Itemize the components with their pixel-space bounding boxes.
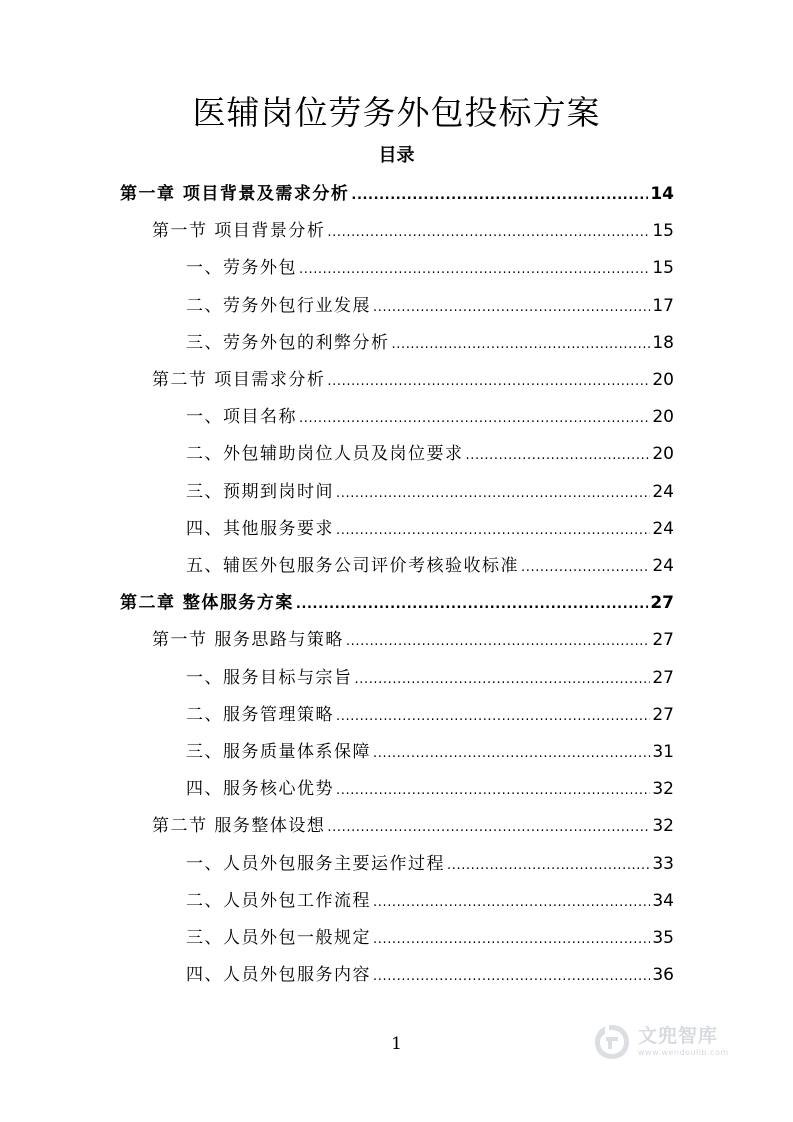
toc-entry[interactable] xyxy=(186,734,674,771)
toc-entry-page: 15 xyxy=(652,258,674,279)
toc-entry[interactable] xyxy=(186,399,674,436)
toc-leader-dots xyxy=(299,400,650,437)
watermark-url: www.wendoulib.com xyxy=(638,1048,729,1057)
toc-entry-page: 18 xyxy=(652,332,674,353)
toc-leader-dots xyxy=(373,921,650,958)
toc-entry-label: 三、劳务外包的利弊分析 xyxy=(186,332,390,353)
toc-entry[interactable] xyxy=(186,250,674,287)
toc-entry-label: 二、劳务外包行业发展 xyxy=(186,295,371,316)
toc-entry[interactable] xyxy=(152,808,674,845)
toc-entry[interactable] xyxy=(186,771,674,808)
toc-entry-page: 24 xyxy=(652,481,674,502)
toc-entry-label: 一、劳务外包 xyxy=(186,258,297,279)
toc-leader-dots xyxy=(373,958,650,995)
toc-entry-label: 三、人员外包一般规定 xyxy=(186,928,371,948)
toc-entry-label: 二、外包辅助岗位人员及岗位要求 xyxy=(186,444,464,465)
toc-entry-page: 24 xyxy=(652,556,674,576)
toc-entry[interactable] xyxy=(186,920,674,957)
toc-leader-dots xyxy=(351,177,648,214)
toc-entry-label: 第二节 项目需求分析 xyxy=(152,370,326,390)
watermark-logo-icon xyxy=(592,1022,632,1062)
toc-entry-label: 第一节 服务思路与策略 xyxy=(152,630,344,651)
toc-entry-page: 20 xyxy=(652,444,674,465)
toc-leader-dots xyxy=(327,214,650,251)
toc-entry-page: 32 xyxy=(652,779,674,800)
toc-entry-label: 一、项目名称 xyxy=(186,407,297,428)
toc-entry-page: 33 xyxy=(652,853,674,874)
toc-leader-dots xyxy=(299,251,650,288)
toc-entry-page: 15 xyxy=(652,221,674,242)
toc-leader-dots xyxy=(521,549,650,586)
toc-entry-label: 五、辅医外包服务公司评价考核验收标准 xyxy=(186,556,519,576)
toc-entry-label: 一、服务目标与宗旨 xyxy=(186,667,353,688)
toc-entry-label: 四、人员外包服务内容 xyxy=(186,965,371,986)
toc-entry-label: 第二章 整体服务方案 xyxy=(120,593,294,614)
toc-entry[interactable] xyxy=(152,622,674,659)
toc-leader-dots xyxy=(373,735,650,772)
toc-entry[interactable] xyxy=(152,213,674,250)
toc-entry[interactable] xyxy=(186,436,674,473)
toc-entry-page: 32 xyxy=(652,816,674,837)
toc-leader-dots xyxy=(336,698,650,735)
toc-leader-dots xyxy=(355,661,651,698)
toc-leader-dots xyxy=(336,475,650,512)
toc-heading: 目录 xyxy=(378,145,415,166)
toc-entry-label: 四、其他服务要求 xyxy=(186,518,334,539)
toc-leader-dots xyxy=(327,809,650,846)
toc-entry[interactable] xyxy=(186,288,674,325)
toc-entry-page: 27 xyxy=(652,704,674,725)
toc-entry[interactable] xyxy=(186,957,674,994)
watermark xyxy=(592,1022,729,1062)
toc-entry-page: 34 xyxy=(652,890,674,911)
toc-leader-dots xyxy=(373,884,650,921)
toc-leader-dots xyxy=(466,437,651,474)
toc-entry[interactable] xyxy=(120,585,674,622)
toc-entry-page: 20 xyxy=(652,370,674,390)
toc-entry[interactable] xyxy=(186,548,674,585)
toc-entry-page: 24 xyxy=(652,518,674,539)
toc-leader-dots xyxy=(336,512,650,549)
toc-entry-label: 二、人员外包工作流程 xyxy=(186,890,371,911)
toc-entry-page: 27 xyxy=(652,667,674,688)
toc-entry[interactable] xyxy=(186,474,674,511)
toc-entry-page: 36 xyxy=(652,965,674,986)
toc-leader-dots xyxy=(392,326,651,363)
toc-entry[interactable] xyxy=(120,176,674,213)
toc-leader-dots xyxy=(296,586,648,623)
toc-entry-label: 二、服务管理策略 xyxy=(186,704,334,725)
toc-entry[interactable] xyxy=(186,660,674,697)
watermark-brand: 文兜智库 xyxy=(638,1025,719,1047)
toc-entry[interactable] xyxy=(152,362,674,399)
toc-entry-page: 35 xyxy=(652,928,674,948)
toc-entry[interactable] xyxy=(186,511,674,548)
toc-leader-dots xyxy=(327,363,650,400)
toc-entry-page: 31 xyxy=(652,742,674,762)
toc-leader-dots xyxy=(346,623,650,660)
toc-leader-dots xyxy=(336,772,650,809)
toc-entry-page: 27 xyxy=(650,593,674,614)
toc-entry-page: 14 xyxy=(650,184,674,204)
toc-entry[interactable] xyxy=(186,325,674,362)
toc-entry-page: 17 xyxy=(652,295,674,316)
toc-entry[interactable] xyxy=(186,697,674,734)
toc-entry-label: 第二节 服务整体设想 xyxy=(152,816,326,837)
toc-entry-label: 三、服务质量体系保障 xyxy=(186,742,371,762)
toc-entry-label: 四、服务核心优势 xyxy=(186,779,334,800)
toc-entry-page: 27 xyxy=(652,630,674,651)
toc-entry[interactable] xyxy=(186,846,674,883)
page-number: 1 xyxy=(391,1034,402,1054)
toc-entry-label: 第一章 项目背景及需求分析 xyxy=(120,184,350,204)
document-title: 医辅岗位劳务外包投标方案 xyxy=(192,93,601,132)
toc-entry-label: 第一节 项目背景分析 xyxy=(152,221,326,242)
toc-entry[interactable] xyxy=(186,883,674,920)
toc-leader-dots xyxy=(373,289,650,326)
toc-entry-label: 三、预期到岗时间 xyxy=(186,481,334,502)
toc-entry-page: 20 xyxy=(652,407,674,428)
toc-leader-dots xyxy=(447,847,650,884)
toc-entry-label: 一、人员外包服务主要运作过程 xyxy=(186,853,445,874)
